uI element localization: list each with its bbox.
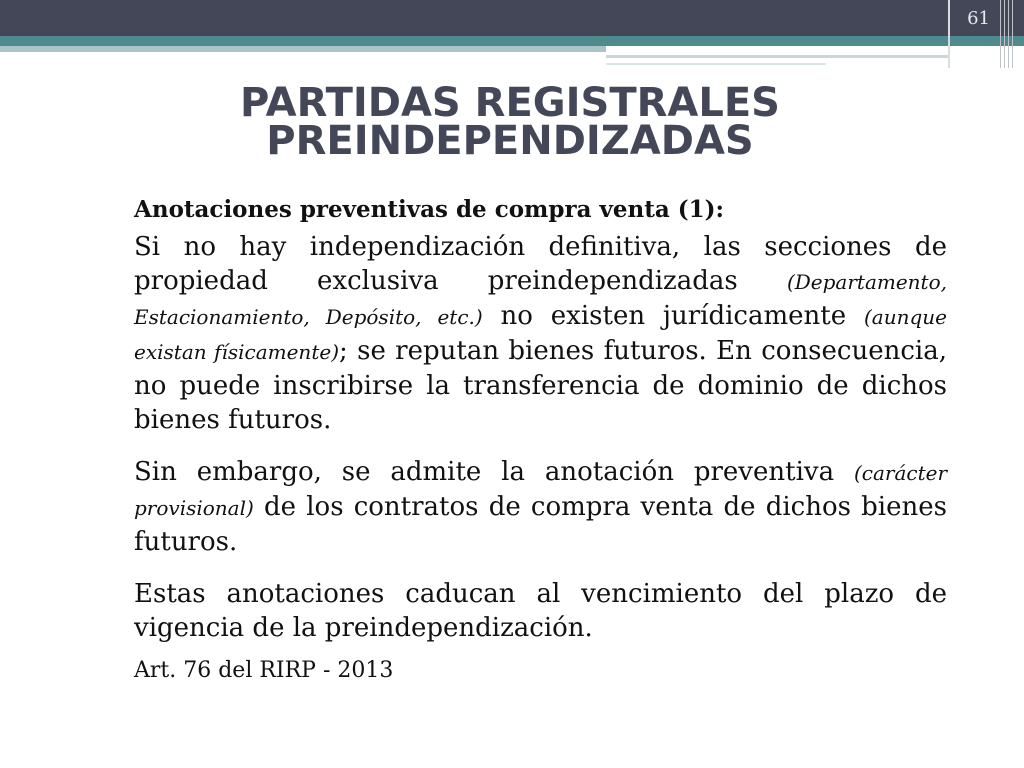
paragraph-1-text-a: Si no hay independización definitiva, las secciones de propiedad exclusiva preindependizadas [134,232,947,296]
legal-reference: Art. 76 del RIRP - 2013 [134,658,394,683]
header-vertical-line [948,0,950,68]
header-accent-bar [0,36,1024,46]
paragraph-2-text-c: de los contratos de compra venta de dichos bienes futuros. [134,492,947,557]
header-vertical-line [1000,0,1001,68]
slide-number: 61 [967,8,990,29]
paragraph-3: Estas anotaciones caducan al vencimiento del plazo de vigencia de la preindependización. [134,579,947,643]
slide-body [134,196,947,685]
header-decor-line [606,55,948,58]
section-heading: Anotaciones preventivas de compra venta (1): [134,196,724,223]
paragraph-2-text-a: Sin embargo, se admite la anotación preventiva [134,457,854,487]
header-light-bar [0,46,606,52]
header-vertical-line [1004,0,1005,68]
header-bar [0,0,1024,36]
paragraph-1-text-e: ; se reputan bienes futuros. En consecuencia, no puede inscribirse la transferencia de dominio de dichos bienes futuros. [134,336,947,435]
header-vertical-line [1012,0,1013,68]
paragraph-1-italic-examples: (Departamento, Estacionamiento, Depósito, etc.) [134,270,947,329]
paragraph-1 [134,230,947,437]
paragraph-1-text-c: no existen jurídicamente [482,301,864,331]
header-vertical-line [1008,0,1009,68]
slide-title [120,80,900,164]
paragraph-2-italic-note: (carácter provisional) [134,461,947,520]
paragraph-2 [134,455,947,559]
slide-title-line-2: PREINDEPENDIZADAS [266,118,754,164]
slide-title-line-1: PARTIDAS REGISTRALES [240,80,780,126]
header-decor-line-2 [606,63,826,65]
paragraph-1-italic-note: (aunque existan físicamente) [134,305,947,364]
